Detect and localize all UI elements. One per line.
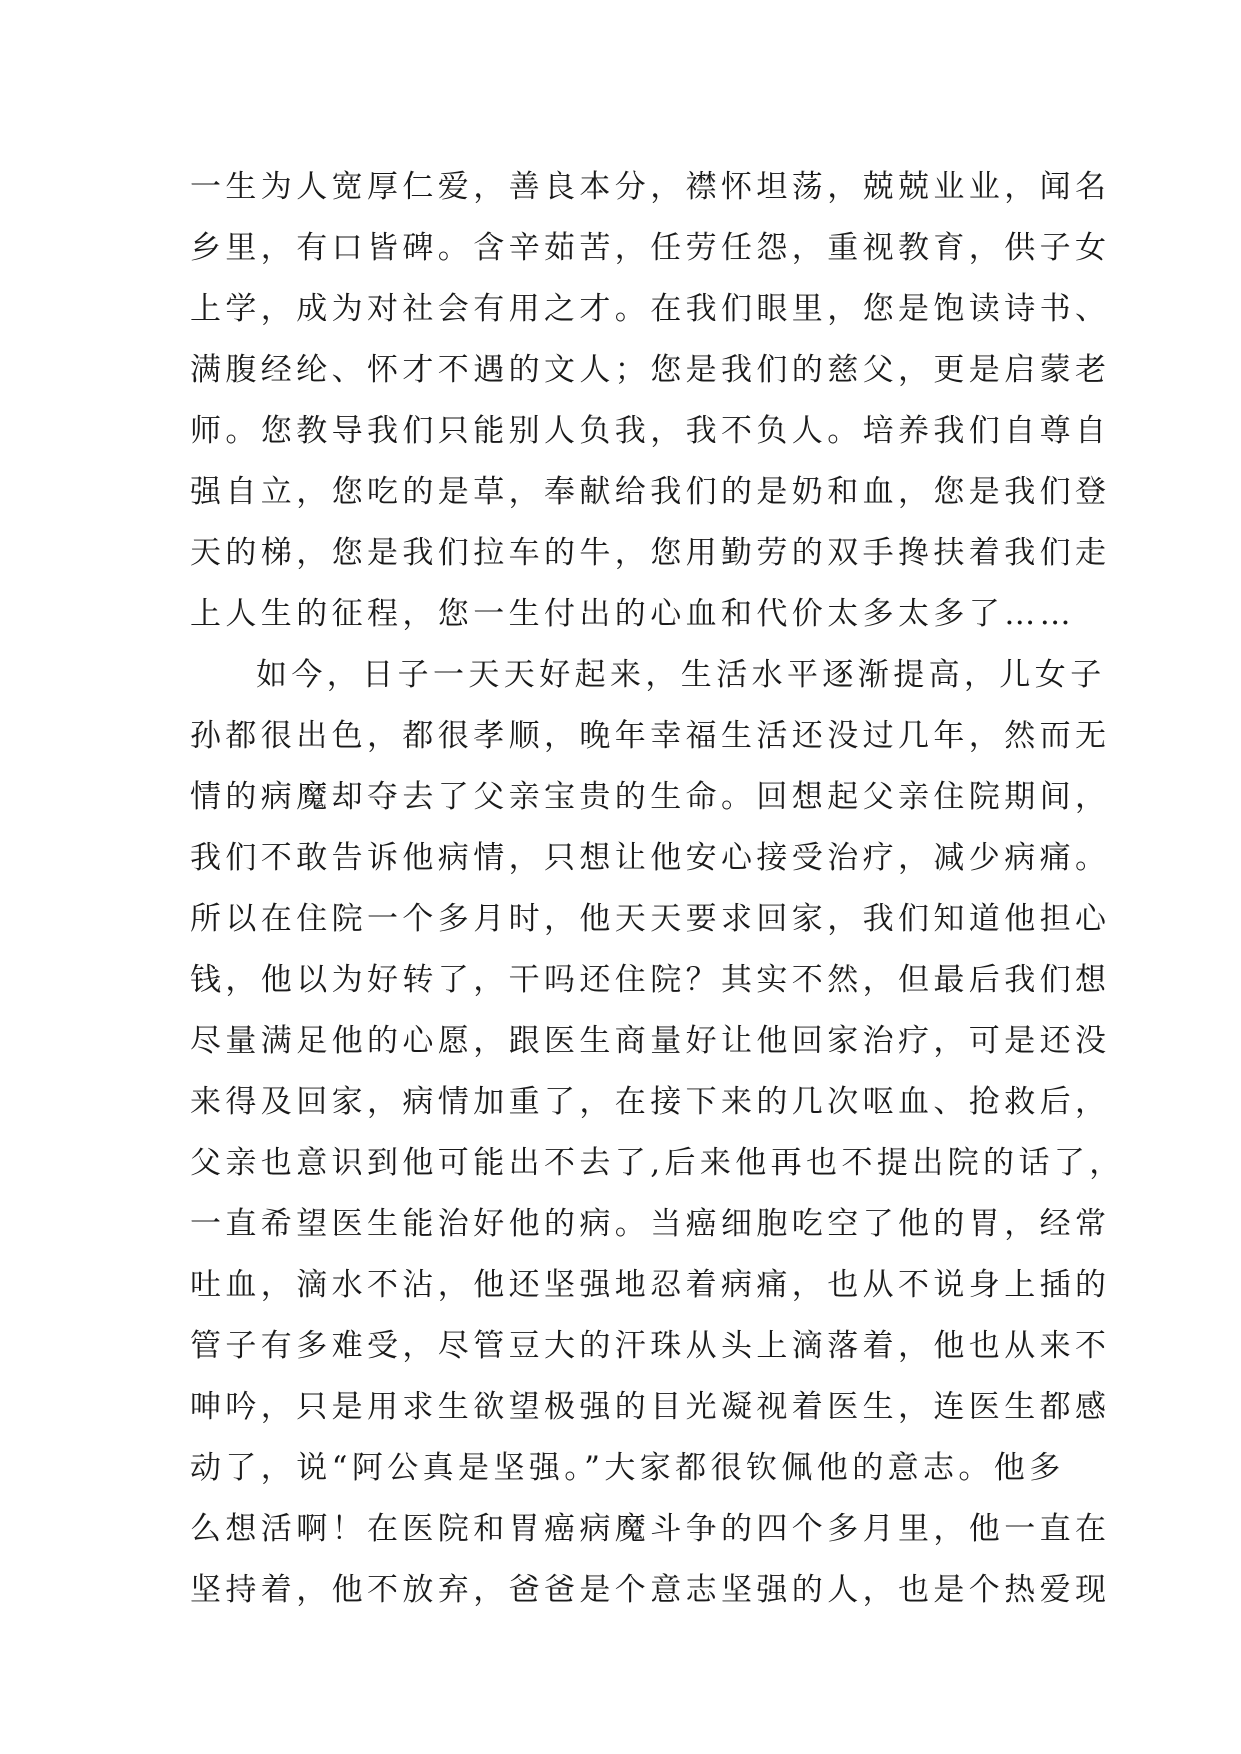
text-line: 呻吟，只是用求生欲望极强的目光凝视着医生，连医生都感 [190, 1389, 1111, 1425]
text-line: 一直希望医生能治好他的病。当癌细胞吃空了他的胃，经常 [190, 1206, 1111, 1242]
text-line: 钱，他以为好转了，干吗还住院？其实不然，但最后我们想 [190, 962, 1111, 998]
text-line: 满腹经纶、怀才不遇的文人；您是我们的慈父，更是启蒙老 [190, 352, 1111, 388]
text-line: 我们不敢告诉他病情，只想让他安心接受治疗，减少病痛。 [190, 840, 1111, 876]
text-line: 孙都很出色，都很孝顺，晚年幸福生活还没过几年，然而无 [190, 718, 1111, 754]
text-line: 强自立，您吃的是草，奉献给我们的是奶和血，您是我们登 [190, 474, 1111, 510]
text-line: 父亲也意识到他可能出不去了,后来他再也不提出院的话了， [190, 1145, 1125, 1181]
text-line: 动了，说“阿公真是坚强。”大家都很钦佩他的意志。他多 [190, 1450, 1065, 1486]
text-line: 天的梯，您是我们拉车的牛，您用勤劳的双手搀扶着我们走 [190, 535, 1111, 571]
text-line: 情的病魔却夺去了父亲宝贵的生命。回想起父亲住院期间， [190, 779, 1111, 815]
text-line: 来得及回家，病情加重了，在接下来的几次呕血、抢救后， [190, 1084, 1111, 1120]
text-line: 么想活啊！在医院和胃癌病魔斗争的四个多月里，他一直在 [190, 1511, 1111, 1547]
text-line: 吐血，滴水不沾，他还坚强地忍着病痛，也从不说身上插的 [190, 1267, 1111, 1303]
text-line: 尽量满足他的心愿，跟医生商量好让他回家治疗，可是还没 [190, 1023, 1111, 1059]
text-line: 坚持着，他不放弃，爸爸是个意志坚强的人，也是个热爱现 [190, 1572, 1111, 1608]
text-line: 师。您教导我们只能别人负我，我不负人。培养我们自尊自 [190, 413, 1111, 449]
paragraph-first-line: 如今，日子一天天好起来，生活水平逐渐提高，儿女子 [256, 657, 1106, 693]
text-line: 上学，成为对社会有用之才。在我们眼里，您是饱读诗书、 [190, 291, 1111, 327]
text-line: 乡里，有口皆碑。含辛茹苦，任劳任怨，重视教育，供子女 [190, 230, 1111, 266]
text-line: 管子有多难受，尽管豆大的汗珠从头上滴落着，他也从来不 [190, 1328, 1111, 1364]
text-line: 上人生的征程，您一生付出的心血和代价太多太多了…… [190, 596, 1075, 632]
text-line: 一生为人宽厚仁爱，善良本分，襟怀坦荡，兢兢业业，闻名 [190, 169, 1111, 205]
body-text [190, 157, 1125, 1621]
text-line: 所以在住院一个多月时，他天天要求回家，我们知道他担心 [190, 901, 1111, 937]
